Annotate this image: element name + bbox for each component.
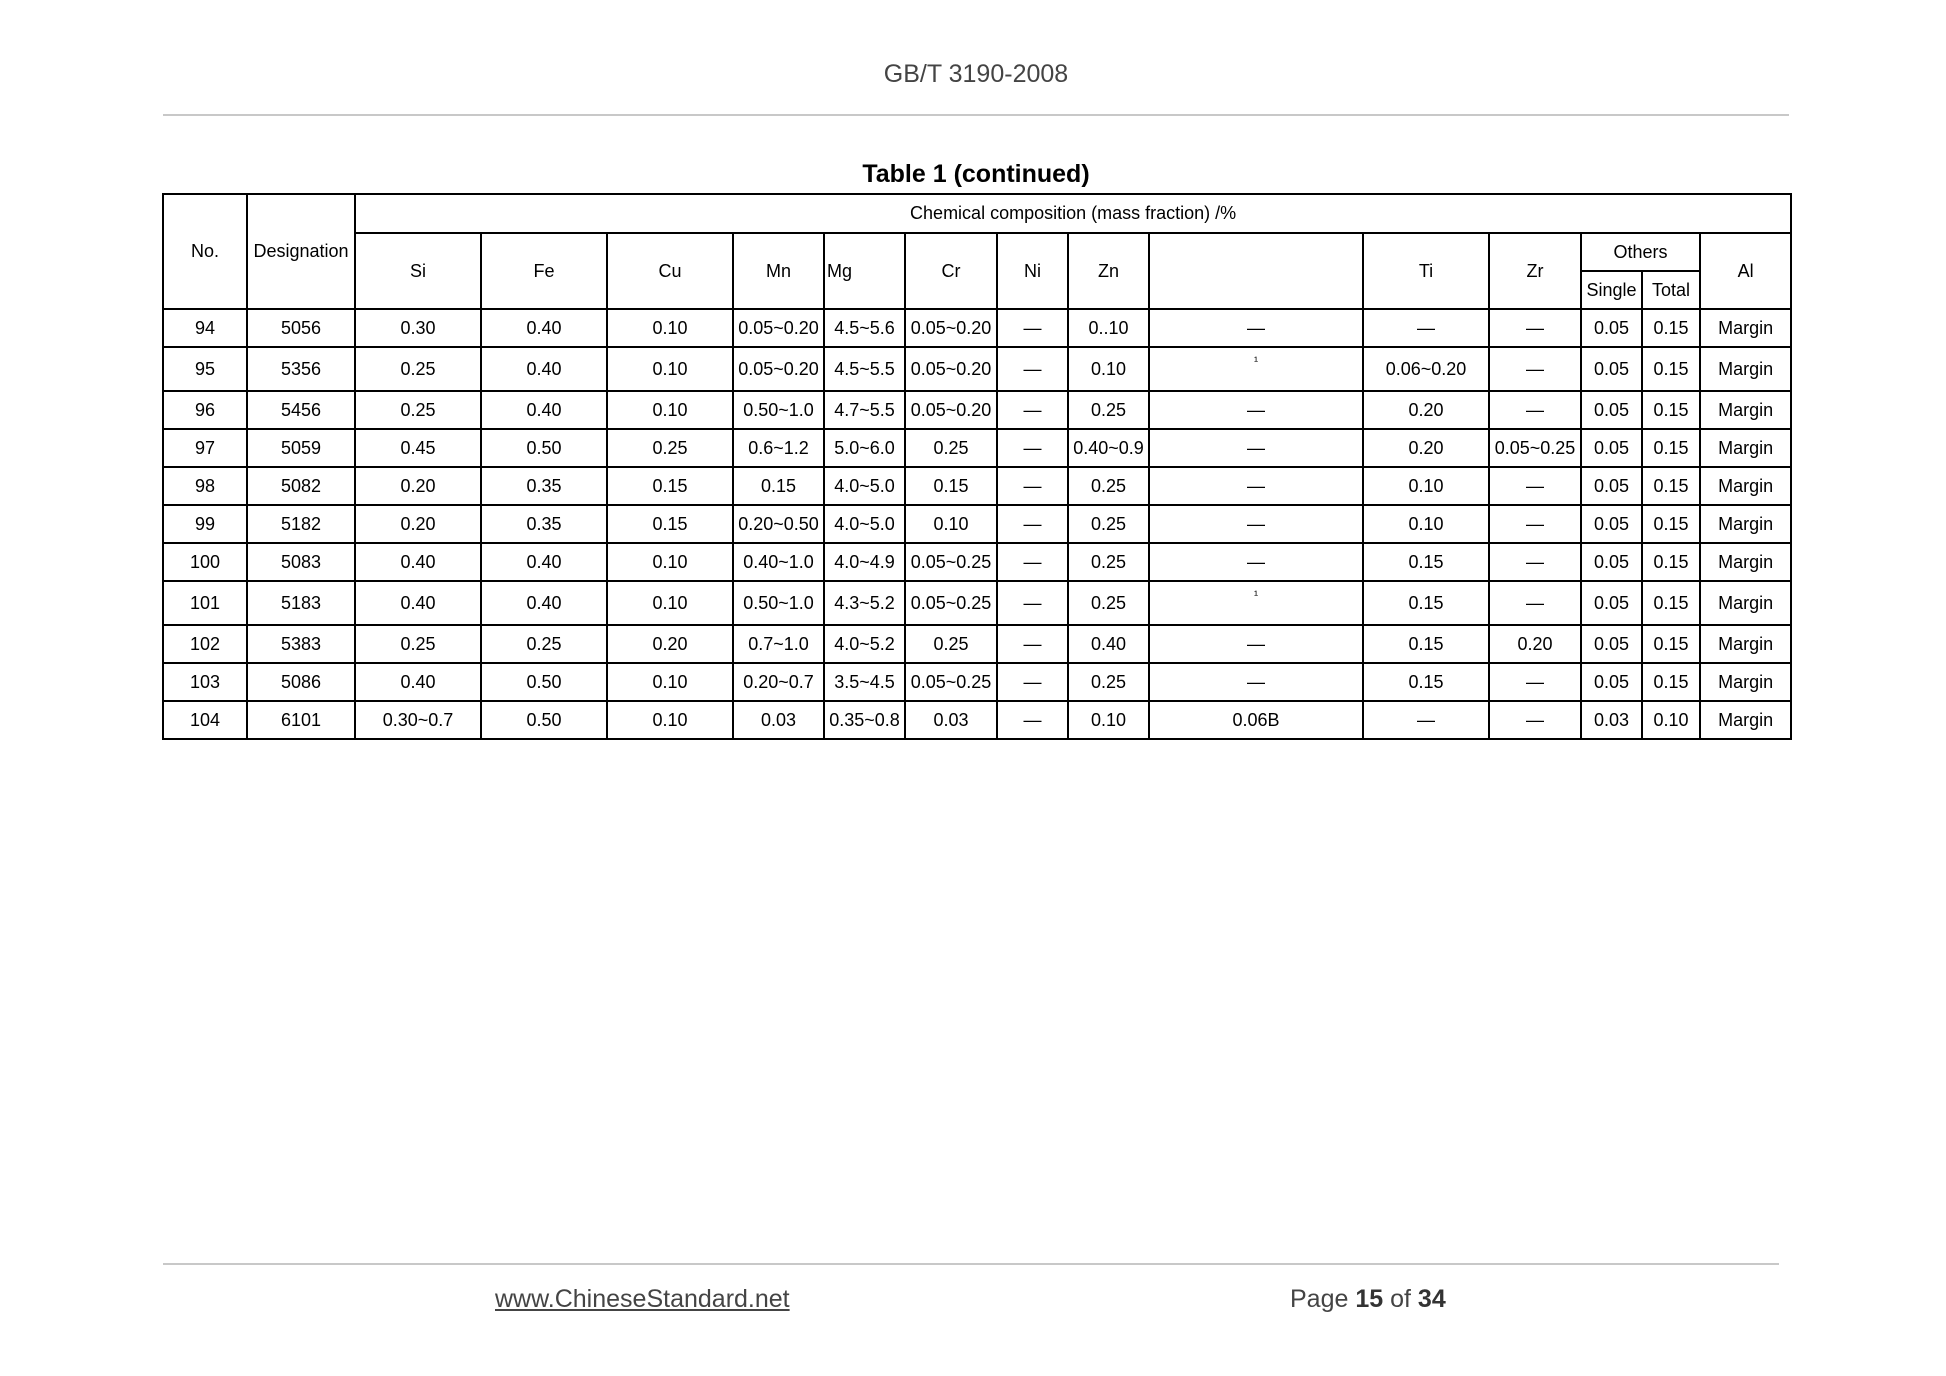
cell-designation: 5056 — [247, 309, 355, 347]
cell-si: 0.25 — [355, 625, 481, 663]
cell-fe: 0.40 — [481, 347, 607, 391]
cell-fe: 0.50 — [481, 429, 607, 467]
cell-cr: 0.05~0.25 — [905, 581, 997, 625]
header-mn: Mn — [733, 233, 824, 309]
cell-si: 0.30 — [355, 309, 481, 347]
header-others: Others — [1581, 233, 1700, 271]
cell-total: 0.15 — [1642, 467, 1700, 505]
website-link[interactable]: www.ChineseStandard.net — [495, 1285, 790, 1313]
cell-zn: 0.40 — [1068, 625, 1149, 663]
cell-mn: 0.03 — [733, 701, 824, 739]
cell-al: Margin — [1700, 347, 1791, 391]
cell-cu: 0.15 — [607, 505, 733, 543]
cell-ni: — — [997, 701, 1068, 739]
cell-no: 96 — [163, 391, 247, 429]
cell-no: 100 — [163, 543, 247, 581]
cell-total: 0.15 — [1642, 663, 1700, 701]
cell-cu: 0.10 — [607, 663, 733, 701]
cell-zr: — — [1489, 467, 1581, 505]
cell-zn: 0.10 — [1068, 701, 1149, 739]
cell-mg: 4.0~5.0 — [824, 467, 905, 505]
cell-al: Margin — [1700, 543, 1791, 581]
cell-fe: 0.40 — [481, 581, 607, 625]
cell-ti: 0.20 — [1363, 429, 1489, 467]
header-ni: Ni — [997, 233, 1068, 309]
cell-blank: ¹ — [1149, 581, 1363, 625]
header-divider — [163, 114, 1789, 116]
cell-zn: 0.25 — [1068, 581, 1149, 625]
cell-si: 0.40 — [355, 543, 481, 581]
cell-no: 102 — [163, 625, 247, 663]
cell-single: 0.05 — [1581, 429, 1642, 467]
cell-blank: — — [1149, 309, 1363, 347]
cell-ti: 0.15 — [1363, 663, 1489, 701]
cell-cu: 0.15 — [607, 467, 733, 505]
cell-designation: 5082 — [247, 467, 355, 505]
cell-al: Margin — [1700, 429, 1791, 467]
cell-ni: — — [997, 429, 1068, 467]
cell-single: 0.05 — [1581, 391, 1642, 429]
cell-cr: 0.05~0.20 — [905, 309, 997, 347]
cell-zr: — — [1489, 391, 1581, 429]
cell-si: 0.25 — [355, 391, 481, 429]
cell-no: 99 — [163, 505, 247, 543]
cell-blank: — — [1149, 505, 1363, 543]
cell-zn: 0.25 — [1068, 467, 1149, 505]
cell-no: 94 — [163, 309, 247, 347]
cell-al: Margin — [1700, 505, 1791, 543]
cell-no: 103 — [163, 663, 247, 701]
cell-blank: ¹ — [1149, 347, 1363, 391]
cell-cr: 0.10 — [905, 505, 997, 543]
cell-zr: — — [1489, 309, 1581, 347]
cell-cr: 0.25 — [905, 625, 997, 663]
cell-cu: 0.20 — [607, 625, 733, 663]
cell-designation: 5383 — [247, 625, 355, 663]
cell-mg: 4.5~5.5 — [824, 347, 905, 391]
cell-mg: 4.5~5.6 — [824, 309, 905, 347]
cell-fe: 0.40 — [481, 309, 607, 347]
cell-no: 95 — [163, 347, 247, 391]
cell-fe: 0.35 — [481, 467, 607, 505]
cell-single: 0.05 — [1581, 543, 1642, 581]
cell-cu: 0.10 — [607, 581, 733, 625]
cell-ti: 0.10 — [1363, 505, 1489, 543]
cell-mn: 0.05~0.20 — [733, 309, 824, 347]
page-prefix: Page — [1290, 1285, 1349, 1313]
cell-mg: 4.7~5.5 — [824, 391, 905, 429]
table-title: Table 1 (continued) — [862, 160, 1090, 188]
cell-designation: 5083 — [247, 543, 355, 581]
header-blank — [1149, 233, 1363, 309]
cell-fe: 0.40 — [481, 543, 607, 581]
cell-al: Margin — [1700, 309, 1791, 347]
cell-designation: 5059 — [247, 429, 355, 467]
table-row — [163, 581, 1791, 625]
page-indicator — [1290, 1285, 1446, 1314]
cell-al: Margin — [1700, 467, 1791, 505]
cell-ti: 0.15 — [1363, 625, 1489, 663]
page-of: of — [1390, 1285, 1411, 1313]
cell-cu: 0.10 — [607, 543, 733, 581]
cell-single: 0.05 — [1581, 663, 1642, 701]
cell-cr: 0.05~0.25 — [905, 543, 997, 581]
cell-ti: 0.15 — [1363, 581, 1489, 625]
cell-mn: 0.7~1.0 — [733, 625, 824, 663]
cell-cu: 0.10 — [607, 701, 733, 739]
header-mg: Mg — [824, 233, 905, 309]
cell-si: 0.40 — [355, 581, 481, 625]
header-zn: Zn — [1068, 233, 1149, 309]
cell-total: 0.15 — [1642, 391, 1700, 429]
cell-mg: 5.0~6.0 — [824, 429, 905, 467]
cell-cr: 0.05~0.20 — [905, 391, 997, 429]
cell-al: Margin — [1700, 391, 1791, 429]
header-others-single: Single — [1581, 271, 1642, 309]
cell-designation: 5356 — [247, 347, 355, 391]
cell-cr: 0.25 — [905, 429, 997, 467]
cell-fe: 0.40 — [481, 391, 607, 429]
cell-zr: 0.20 — [1489, 625, 1581, 663]
cell-total: 0.15 — [1642, 543, 1700, 581]
cell-si: 0.25 — [355, 347, 481, 391]
cell-no: 98 — [163, 467, 247, 505]
table-row — [163, 505, 1791, 543]
cell-single: 0.05 — [1581, 309, 1642, 347]
cell-fe: 0.50 — [481, 701, 607, 739]
cell-mn: 0.40~1.0 — [733, 543, 824, 581]
cell-fe: 0.50 — [481, 663, 607, 701]
cell-zr: — — [1489, 505, 1581, 543]
header-zr: Zr — [1489, 233, 1581, 309]
cell-total: 0.15 — [1642, 347, 1700, 391]
cell-mg: 4.3~5.2 — [824, 581, 905, 625]
cell-si: 0.20 — [355, 505, 481, 543]
cell-ti: 0.20 — [1363, 391, 1489, 429]
cell-single: 0.05 — [1581, 505, 1642, 543]
table-row — [163, 467, 1791, 505]
cell-zn: 0.10 — [1068, 347, 1149, 391]
cell-blank: — — [1149, 625, 1363, 663]
cell-cu: 0.25 — [607, 429, 733, 467]
cell-mn: 0.15 — [733, 467, 824, 505]
table-row — [163, 701, 1791, 739]
cell-ni: — — [997, 505, 1068, 543]
cell-zr: — — [1489, 701, 1581, 739]
cell-blank: — — [1149, 467, 1363, 505]
cell-cr: 0.15 — [905, 467, 997, 505]
cell-zn: 0.25 — [1068, 505, 1149, 543]
cell-mg: 4.0~4.9 — [824, 543, 905, 581]
cell-ni: — — [997, 581, 1068, 625]
header-cr: Cr — [905, 233, 997, 309]
cell-ti: 0.06~0.20 — [1363, 347, 1489, 391]
cell-zn: 0.25 — [1068, 543, 1149, 581]
cell-si: 0.30~0.7 — [355, 701, 481, 739]
cell-cr: 0.05~0.25 — [905, 663, 997, 701]
cell-zn: 0.40~0.9 — [1068, 429, 1149, 467]
cell-mn: 0.50~1.0 — [733, 391, 824, 429]
cell-total: 0.15 — [1642, 309, 1700, 347]
cell-al: Margin — [1700, 625, 1791, 663]
cell-ti: — — [1363, 701, 1489, 739]
cell-mg: 0.35~0.8 — [824, 701, 905, 739]
cell-zr: 0.05~0.25 — [1489, 429, 1581, 467]
cell-mn: 0.20~0.50 — [733, 505, 824, 543]
cell-fe: 0.35 — [481, 505, 607, 543]
cell-zn: 0..10 — [1068, 309, 1149, 347]
cell-designation: 5086 — [247, 663, 355, 701]
cell-al: Margin — [1700, 581, 1791, 625]
cell-mg: 4.0~5.0 — [824, 505, 905, 543]
cell-total: 0.15 — [1642, 581, 1700, 625]
cell-total: 0.10 — [1642, 701, 1700, 739]
document-header: GB/T 3190-2008 — [883, 60, 1069, 88]
cell-no: 97 — [163, 429, 247, 467]
cell-ni: — — [997, 543, 1068, 581]
cell-single: 0.05 — [1581, 347, 1642, 391]
cell-cu: 0.10 — [607, 309, 733, 347]
cell-fe: 0.25 — [481, 625, 607, 663]
cell-designation: 5183 — [247, 581, 355, 625]
cell-ni: — — [997, 391, 1068, 429]
cell-zr: — — [1489, 663, 1581, 701]
cell-zr: — — [1489, 581, 1581, 625]
header-fe: Fe — [481, 233, 607, 309]
cell-ti: 0.15 — [1363, 543, 1489, 581]
cell-ni: — — [997, 347, 1068, 391]
chemical-composition-table — [162, 193, 1792, 740]
cell-single: 0.05 — [1581, 467, 1642, 505]
header-no: No. — [163, 194, 247, 309]
table-body — [163, 309, 1791, 739]
cell-zn: 0.25 — [1068, 391, 1149, 429]
table-row — [163, 543, 1791, 581]
cell-mg: 3.5~4.5 — [824, 663, 905, 701]
cell-single: 0.05 — [1581, 581, 1642, 625]
cell-mn: 0.6~1.2 — [733, 429, 824, 467]
cell-designation: 6101 — [247, 701, 355, 739]
header-chemical-composition: Chemical composition (mass fraction) /% — [355, 194, 1791, 233]
cell-blank: — — [1149, 543, 1363, 581]
cell-mn: 0.50~1.0 — [733, 581, 824, 625]
cell-single: 0.03 — [1581, 701, 1642, 739]
page-total: 34 — [1417, 1285, 1446, 1313]
cell-no: 101 — [163, 581, 247, 625]
cell-si: 0.20 — [355, 467, 481, 505]
cell-blank: — — [1149, 391, 1363, 429]
cell-mn: 0.20~0.7 — [733, 663, 824, 701]
cell-blank: — — [1149, 663, 1363, 701]
cell-total: 0.15 — [1642, 505, 1700, 543]
cell-designation: 5456 — [247, 391, 355, 429]
cell-total: 0.15 — [1642, 429, 1700, 467]
cell-cu: 0.10 — [607, 391, 733, 429]
header-ti: Ti — [1363, 233, 1489, 309]
cell-ni: — — [997, 467, 1068, 505]
cell-ni: — — [997, 625, 1068, 663]
cell-si: 0.45 — [355, 429, 481, 467]
table-row — [163, 347, 1791, 391]
table-row — [163, 663, 1791, 701]
cell-total: 0.15 — [1642, 625, 1700, 663]
cell-ni: — — [997, 663, 1068, 701]
cell-al: Margin — [1700, 663, 1791, 701]
cell-zr: — — [1489, 543, 1581, 581]
cell-al: Margin — [1700, 701, 1791, 739]
cell-designation: 5182 — [247, 505, 355, 543]
cell-cr: 0.05~0.20 — [905, 347, 997, 391]
cell-zr: — — [1489, 347, 1581, 391]
cell-ni: — — [997, 309, 1068, 347]
cell-blank: 0.06B — [1149, 701, 1363, 739]
header-si: Si — [355, 233, 481, 309]
cell-no: 104 — [163, 701, 247, 739]
cell-mn: 0.05~0.20 — [733, 347, 824, 391]
cell-cu: 0.10 — [607, 347, 733, 391]
footer-divider — [163, 1263, 1779, 1265]
table-row — [163, 429, 1791, 467]
cell-cr: 0.03 — [905, 701, 997, 739]
header-others-total: Total — [1642, 271, 1700, 309]
page-number: 15 — [1355, 1285, 1384, 1313]
cell-mg: 4.0~5.2 — [824, 625, 905, 663]
header-al: Al — [1700, 233, 1791, 309]
table-row — [163, 391, 1791, 429]
cell-single: 0.05 — [1581, 625, 1642, 663]
table-row — [163, 625, 1791, 663]
cell-si: 0.40 — [355, 663, 481, 701]
cell-ti: 0.10 — [1363, 467, 1489, 505]
header-cu: Cu — [607, 233, 733, 309]
cell-ti: — — [1363, 309, 1489, 347]
cell-blank: — — [1149, 429, 1363, 467]
cell-zn: 0.25 — [1068, 663, 1149, 701]
table-row — [163, 309, 1791, 347]
header-designation: Designation — [247, 194, 355, 309]
